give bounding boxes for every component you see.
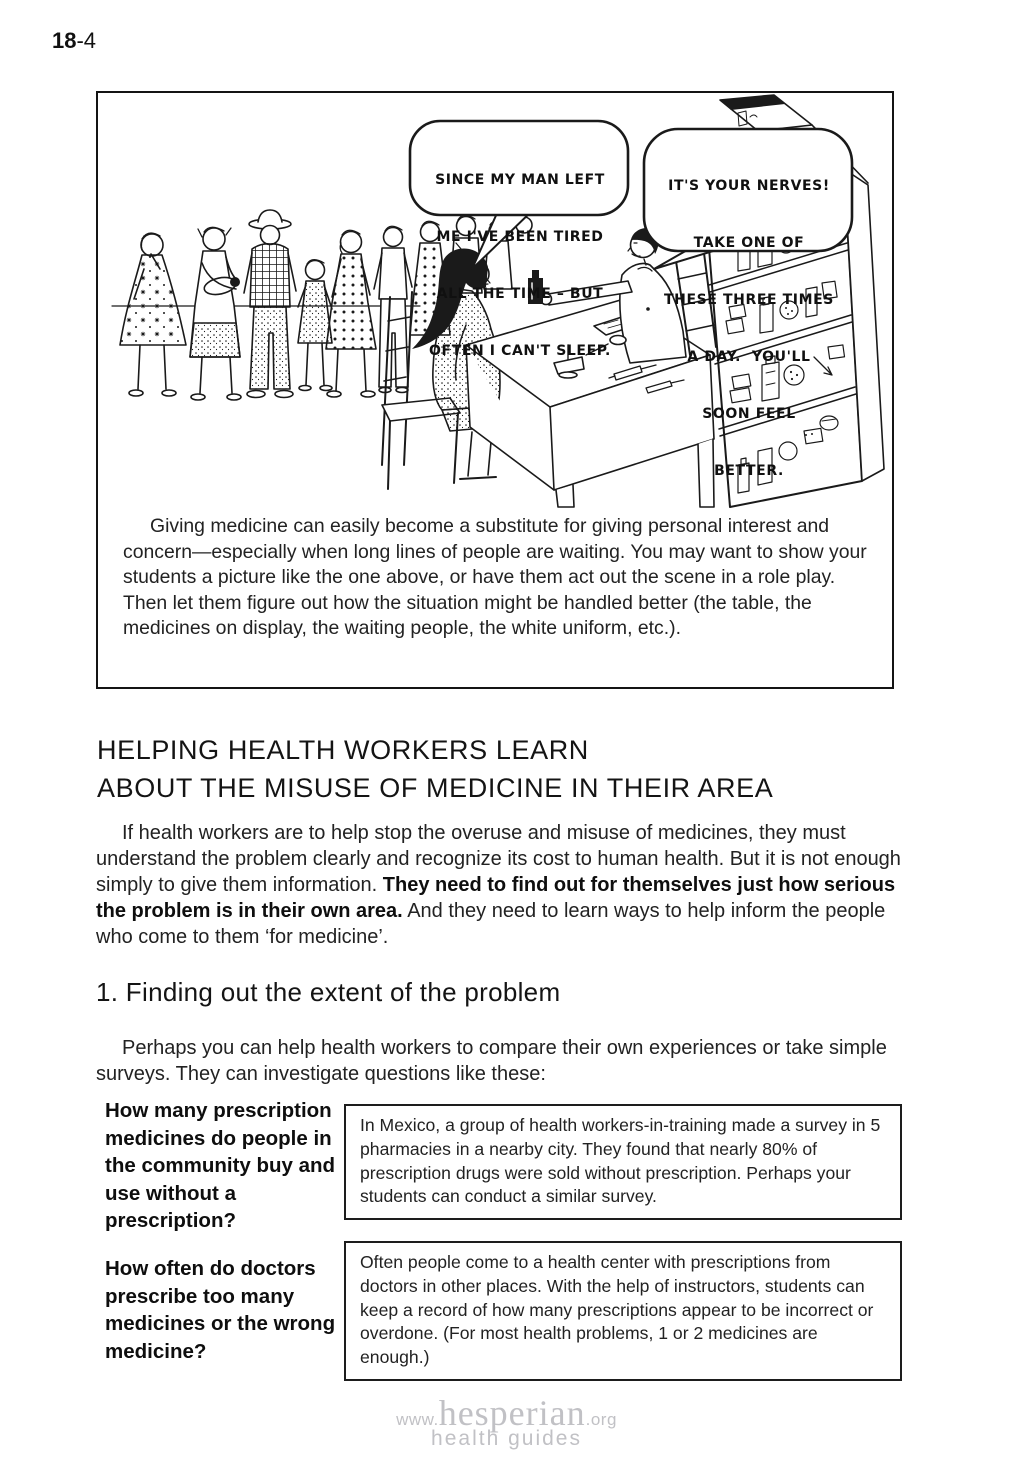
page-title [97,731,773,807]
speech-bubble-health-worker [650,139,848,519]
url-org: .org [585,1410,617,1429]
page-title-line-2: ABOUT THE MISUSE OF MEDICINE IN THEIR AREA [97,773,774,803]
bubble-line: ME I'VE BEEN TIRED [436,229,604,245]
waiting-child [298,260,332,391]
illustration-caption: Giving medicine can easily become a substitute for giving personal interest and concern—especially when long lines of people are waiting. You may want to show your students a picture like the one above, or have them act out the scene in a role play. Then let them figure out how the situation might be handled better (the table, the medicines on display, the waiting people, the white uniform, etc.). [123,515,867,639]
answer-box-mexico-survey: In Mexico, a group of health workers-in-training made a survey in 5 pharmacies in a nearby city. They found that nearly 80% of prescription drugs were sold without prescription. Perhaps your students can conduct a similar survey. [344,1104,902,1220]
chapter-number: 18 [52,28,77,53]
bubble-line: IT'S YOUR NERVES! [668,178,830,194]
bubble-line: SOON FEEL [702,406,796,422]
waiting-woman-2 [326,230,376,397]
intro-paragraph [96,820,906,950]
question-doctors-prescribe: How often do doctors prescribe too many medicines or the wrong medicine? [105,1257,336,1363]
waiting-boy [374,226,412,392]
url-www: www. [396,1410,439,1429]
answer-box-prescription-record: Often people come to a health center with prescriptions from doctors in other places. With the help of instructors, students can keep a record of how many prescriptions appear to be incorrect or overdone. (For most health problems, 1 or 2 medicines are enough.) [344,1241,902,1381]
waiting-man-hat [244,210,296,398]
intro-text-before: If health workers are to help stop the overuse and misuse of medicines, they must understand the problem clearly and recognize its cost to human health. But it is not enough simply to give them information. [96,822,901,896]
bubble-line: OFTEN I CAN'T SLEEP. [429,343,611,359]
page-suffix: -4 [76,28,97,53]
section-1-heading: 1. Finding out the extent of the problem [96,977,561,1007]
bubble-line: SINCE MY MAN LEFT [435,172,605,188]
waiting-woman-with-baby [190,227,241,400]
bubble-line: TAKE ONE OF [693,235,805,251]
question-prescription-medicines: How many prescription medicines do people in the community buy and use without a prescription? [105,1099,336,1232]
waiting-woman-1 [120,233,186,396]
speech-bubble-patient [414,133,626,399]
illustration-panel [96,91,894,689]
page-number [52,28,96,54]
page-title-line-1: HELPING HEALTH WORKERS LEARN [97,735,589,765]
hesperian-tagline: health guides [431,1427,582,1450]
bubble-line: THESE THREE TIMES [664,292,834,308]
bubble-line: BETTER. [714,463,784,479]
intro-text-bold: They need to find out for themselves just how serious the problem is in their own area. [96,874,896,922]
bubble-line: ALL THE TIME – BUT [436,286,604,302]
hesperian-watermark [0,1392,1013,1451]
bubble-line: A DAY. YOU'LL [687,349,811,365]
intro-text-after: And they need to learn ways to help inform the people who come to them ‘for medicine’. [96,900,886,948]
section-1-intro: Perhaps you can help health workers to compare their own experiences or take simple surveys. They can investigate questions like these: [96,1037,887,1085]
hesperian-logo: hesperian [438,1393,586,1433]
